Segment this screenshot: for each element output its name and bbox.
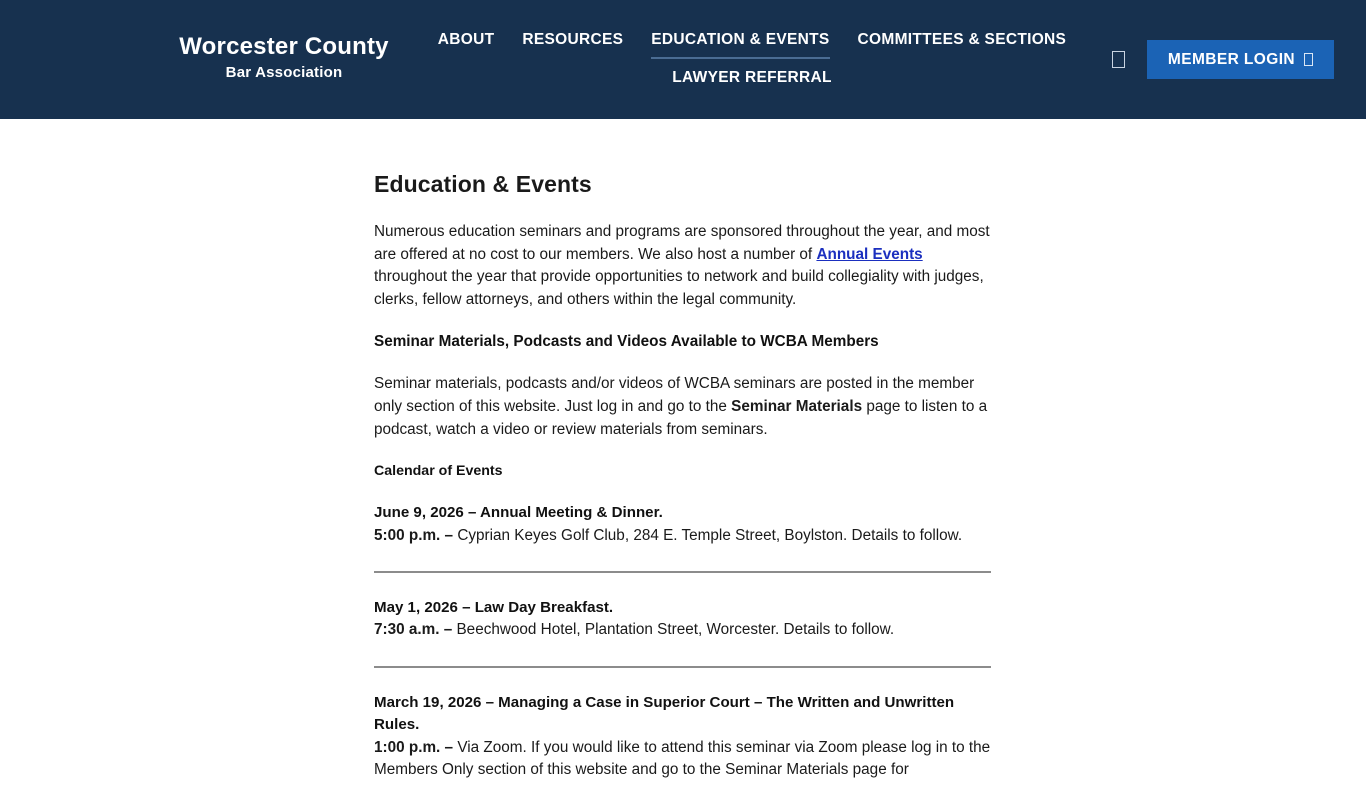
calendar-of-events-heading: Calendar of Events [374,463,503,480]
member-login-label: MEMBER LOGIN [1167,50,1295,68]
event-location: Beechwood Hotel, Plantation Street, Worcester. Details to follow. [456,621,895,639]
nav-item-committees-sections[interactable]: COMMITTEES & SECTIONS [857,31,1067,48]
event-time: 5:00 p.m. – [374,526,458,544]
page-title: Education & Events [374,171,592,197]
header-actions [1112,40,1334,79]
event-title: June 9, 2026 – Annual Meeting & Dinner. [374,504,663,522]
caret-down-icon [1304,53,1313,66]
event-details [374,525,991,547]
nav-row-primary [412,26,1092,59]
event-divider [374,571,991,573]
nav-item-about[interactable]: ABOUT [437,31,495,48]
site-logo[interactable] [160,32,408,84]
seminar-materials-emphasis: Seminar Materials [731,397,863,415]
event-time: 1:00 p.m. – [374,738,458,756]
intro-text-part2: throughout the year that provide opportunities to network and build collegiality with judges, clerks, fellow attorneys, and others within the legal community. [374,268,984,308]
brand-name-line2: Bar Association [225,64,343,81]
nav-row-secondary [412,64,1092,97]
main-navigation [412,26,1092,97]
event-title: May 1, 2026 – Law Day Breakfast. [374,598,614,616]
event-divider [374,666,991,668]
intro-text-part1: Numerous education seminars and programs are sponsored throughout the year, and most are offered at no cost to our members. We also host a number of [374,223,990,263]
event-details [374,619,991,641]
seminar-paragraph [374,373,991,441]
brand-name-line1: Worcester County [179,33,389,60]
site-header [0,0,1366,119]
member-login-button[interactable] [1147,40,1334,79]
event-details [374,737,991,782]
search-icon[interactable] [1112,51,1125,68]
seminar-text-part1: Seminar materials, podcasts and/or videos of WCBA seminars are posted in the member only section of this website. Just log in and go to the [374,375,975,415]
page-body [0,119,1366,778]
event-item [374,597,991,642]
annual-events-link[interactable]: Annual Events [816,245,923,263]
nav-item-resources[interactable]: RESOURCES [522,31,624,48]
seminar-section-heading: Seminar Materials, Podcasts and Videos Available to WCBA Members [374,333,879,351]
intro-paragraph [374,221,991,311]
header-inner [0,0,1366,119]
content-column [374,169,991,787]
seminar-text-part2: page to listen to a podcast, watch a video or review materials from seminars. [374,397,988,438]
event-title: March 19, 2026 – Managing a Case in Superior Court – The Written and Unwritten Rules. [374,693,955,734]
event-time: 7:30 a.m. – [374,621,457,639]
event-location: Via Zoom. If you would like to attend this seminar via Zoom please log in to the Members Only section of this website and go to the Seminar Materials page for [374,738,991,778]
event-location: Cyprian Keyes Golf Club, 284 E. Temple Street, Boylston. Details to follow. [457,526,963,544]
event-item [374,502,991,547]
nav-item-lawyer-referral[interactable]: LAWYER REFERRAL [672,69,832,86]
nav-item-education-events[interactable]: EDUCATION & EVENTS [651,26,829,59]
